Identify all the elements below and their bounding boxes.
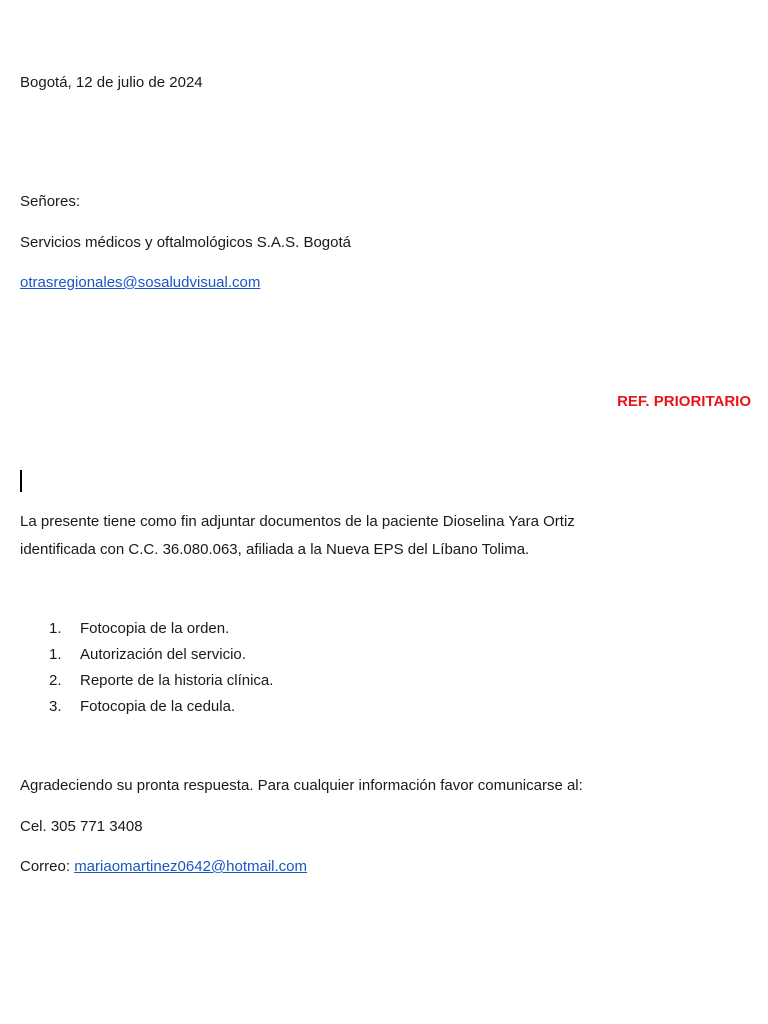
body-line-1: La presente tiene como fin adjuntar documentos de la paciente Dioselina Yara Ortiz: [20, 513, 575, 530]
letter-date: Bogotá, 12 de julio de 2024: [20, 74, 203, 91]
list-item-number: 1.: [49, 620, 62, 637]
closing-text: Agradeciendo su pronta respuesta. Para cualquier información favor comunicarse al:: [20, 777, 583, 794]
list-item-number: 2.: [49, 672, 62, 689]
list-item-text: Reporte de la historia clínica.: [80, 672, 274, 689]
text-cursor: [20, 470, 22, 492]
phone-number: Cel. 305 771 3408: [20, 818, 143, 835]
salutation: Señores:: [20, 193, 81, 210]
list-item-number: 3.: [49, 698, 62, 715]
email-line: [20, 857, 307, 877]
recipient-email-link[interactable]: otrasregionales@sosaludvisual.com: [20, 274, 261, 291]
reference-label: REF. PRIORITARIO: [617, 393, 751, 410]
list-item-text: Autorización del servicio.: [80, 646, 246, 663]
list-item-text: Fotocopia de la cedula.: [80, 698, 236, 715]
recipient-name: Servicios médicos y oftalmológicos S.A.S. Bogotá: [20, 234, 351, 251]
email-label: Correo:: [20, 858, 75, 875]
recipient-email-line: [20, 273, 260, 293]
body-line-2: identificada con C.C. 36.080.063, afiliada a la Nueva EPS del Líbano Tolima.: [20, 541, 530, 558]
list-item-number: 1.: [49, 646, 62, 663]
sender-email-link[interactable]: mariaomartinez0642@hotmail.com: [74, 858, 308, 875]
list-item-text: Fotocopia de la orden.: [80, 620, 230, 637]
